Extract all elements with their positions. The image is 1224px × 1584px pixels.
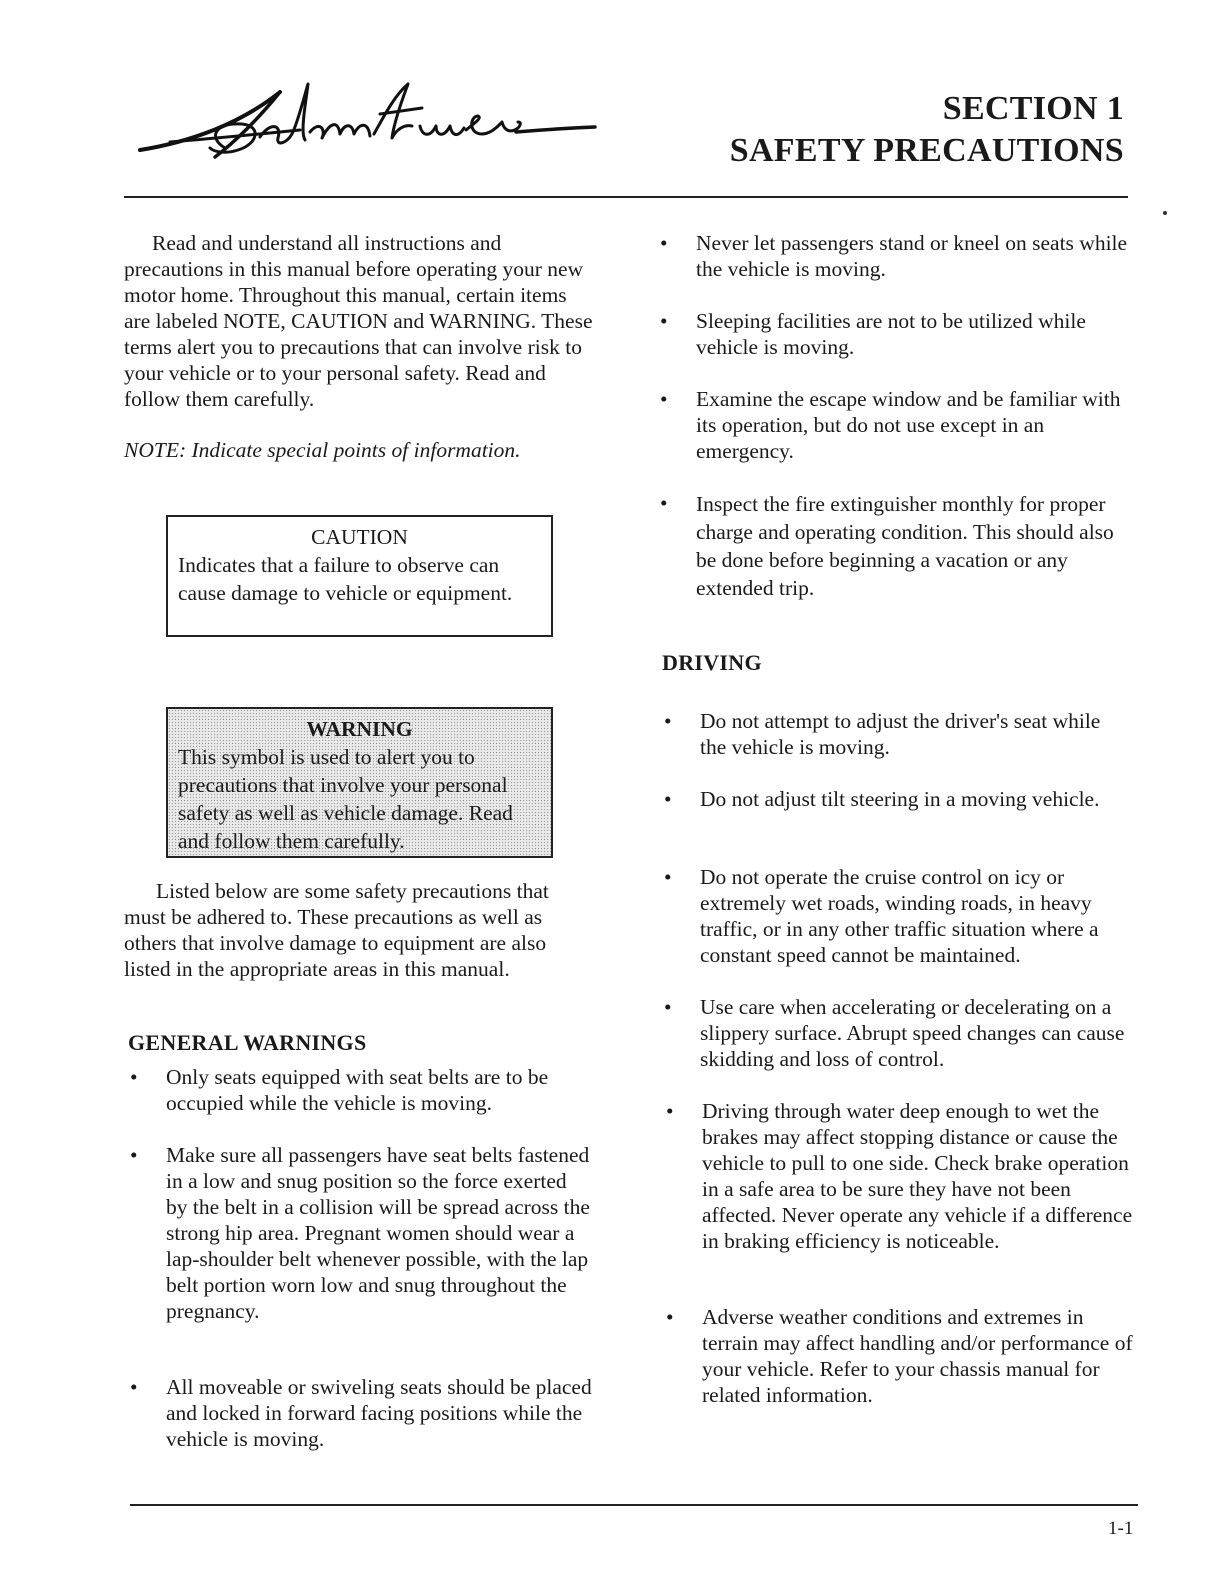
bullet-icon: •	[666, 1099, 674, 1123]
general-warnings-heading: GENERAL WARNINGS	[128, 1030, 367, 1055]
bullet-icon: •	[666, 1305, 674, 1329]
bullet-icon: •	[660, 387, 668, 411]
footer-divider	[130, 1504, 1138, 1506]
list-item-text: Sleeping facilities are not to be utilized while vehicle is moving.	[696, 309, 1086, 359]
list-item-text: Only seats equipped with seat belts are to be occupied while the vehicle is moving.	[166, 1065, 549, 1115]
list-item-text: Examine the escape window and be familiar with its operation, but do not use except in an emergency.	[696, 387, 1121, 463]
list-item-text: Adverse weather conditions and extremes in terrain may affect handling and/or performance of your vehicle. Refer to your chassis manual for related information.	[702, 1305, 1133, 1407]
bullet-icon: •	[660, 491, 668, 515]
warning-box	[166, 707, 553, 858]
bullet-icon: •	[660, 309, 668, 333]
section-title: SAFETY PRECAUTIONS	[729, 132, 1124, 169]
list-item-text: All moveable or swiveling seats should be placed and locked in forward facing positions while the vehicle is moving.	[166, 1375, 592, 1451]
section-number: SECTION 1	[942, 90, 1124, 127]
intro-paragraph: Read and understand all instructions and precautions in this manual before operating your new motor home. Throughout this manual, certain items are labeled NOTE, CAUTION and WARNING. These terms alert you to precautions that can involve risk to your vehicle or to your personal safety. Read and follow them carefully.	[124, 231, 593, 411]
page-number: 1-1	[1108, 1518, 1134, 1539]
bullet-icon: •	[130, 1065, 138, 1089]
bullet-icon: •	[130, 1143, 138, 1167]
list-item-text: Do not attempt to adjust the driver's seat while the vehicle is moving.	[700, 709, 1101, 759]
bullet-icon: •	[664, 995, 672, 1019]
bullet-icon: •	[130, 1375, 138, 1399]
scan-speck	[1163, 211, 1167, 215]
logo-text: Adventurer	[130, 72, 135, 73]
bullet-icon: •	[664, 787, 672, 811]
list-item-text: Driving through water deep enough to wet the brakes may affect stopping distance or cause the vehicle to pull to one side. Check brake operation in a safe area to be sure they have not been affected. Never operate any vehicle if a difference in braking efficiency is noticeable.	[702, 1099, 1133, 1253]
bullet-icon: •	[664, 865, 672, 889]
adventurer-logo	[130, 72, 600, 172]
header-divider	[124, 196, 1128, 198]
caution-box	[166, 515, 553, 637]
list-item-text: Never let passengers stand or kneel on seats while the vehicle is moving.	[696, 231, 1128, 281]
warning-title: WARNING	[306, 717, 413, 741]
listed-paragraph: Listed below are some safety precautions that must be adhered to. These precautions as well as others that involve damage to equipment are also listed in the appropriate areas in this manual.	[124, 879, 549, 981]
driving-heading: DRIVING	[662, 650, 762, 675]
list-item-text: Make sure all passengers have seat belts fastened in a low and snug position so the force exerted by the belt in a collision will be spread across the strong hip area. Pregnant women should wear a lap-shoulder belt whenever possible, with the lap belt portion worn low and snug throughout the pregnancy.	[166, 1143, 590, 1323]
list-item-text: Inspect the fire extinguisher monthly for proper charge and operating condition. This should also be done before beginning a vacation or any extended trip.	[696, 492, 1114, 600]
list-item-text: Do not adjust tilt steering in a moving vehicle.	[700, 787, 1100, 811]
bullet-icon: •	[660, 231, 668, 255]
bullet-icon: •	[664, 709, 672, 733]
caution-text: Indicates that a failure to observe can cause damage to vehicle or equipment.	[178, 553, 513, 605]
warning-text: This symbol is used to alert you to precautions that involve your personal safety as well as vehicle damage. Read and follow them carefully.	[178, 745, 513, 853]
note-text: NOTE: Indicate special points of information.	[124, 438, 521, 462]
list-item-text: Do not operate the cruise control on icy or extremely wet roads, winding roads, in heavy traffic, or in any other traffic situation where a constant speed cannot be maintained.	[700, 865, 1099, 967]
caution-title: CAUTION	[311, 525, 408, 549]
list-item-text: Use care when accelerating or decelerating on a slippery surface. Abrupt speed changes can cause skidding and loss of control.	[700, 995, 1125, 1071]
